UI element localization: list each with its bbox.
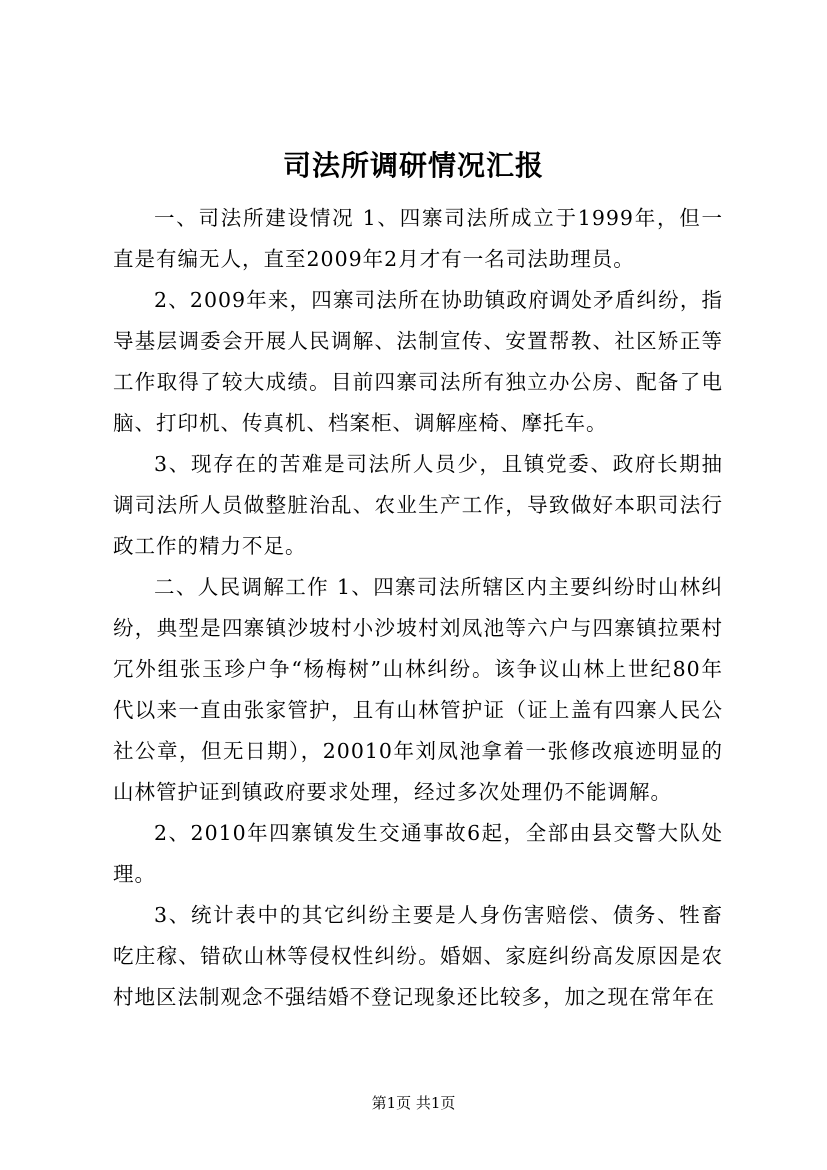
document-title: 司法所调研情况汇报 [282, 149, 544, 182]
paragraph-2: 2、2009年来，四寨司法所在协助镇政府调处矛盾纠纷，指导基层调委会开展人民调解、法制宣传、安置帮教、社区矫正等工作取得了较大成绩。目前四寨司法所有独立办公房、配备了电脑、打印机、传真机、档案柜、调解座椅、摩托车。 [113, 288, 723, 435]
paragraph-5: 2、2010年四寨镇发生交通事故6起，全部由县交警大队处理。 [113, 821, 723, 886]
paragraph-1: 一、司法所建设情况 1、四寨司法所成立于1999年，但一直是有编无人，直至2009年2月才有一名司法助理员。 [113, 206, 723, 271]
document-body [113, 198, 723, 1018]
page-footer: 第1页 共1页 [371, 1094, 456, 1112]
paragraph-3: 3、现存在的苦难是司法所人员少，且镇党委、政府长期抽调司法所人员做整脏治乱、农业生产工作，导致做好本职司法行政工作的精力不足。 [113, 452, 723, 558]
paragraph-6: 3、统计表中的其它纠纷主要是人身伤害赔偿、债务、牲畜吃庄稼、错砍山林等侵权性纠纷。婚姻、家庭纠纷高发原因是农村地区法制观念不强结婚不登记现象还比较多，加之现在常年在 [113, 903, 723, 1009]
paragraph-4: 二、人民调解工作 1、四寨司法所辖区内主要纠纷时山林纠纷，典型是四寨镇沙坡村小沙坡村刘凤池等六户与四寨镇拉栗村冗外组张玉珍户争“杨梅树”山林纠纷。该争议山林上世纪80年代以来一直由张家管护，且有山林管护证（证上盖有四寨人民公社公章，但无日期），20010年刘凤池拿着一张修改痕迹明显的山林管护证到镇政府要求处理，经过多次处理仍不能调解。 [113, 575, 723, 804]
